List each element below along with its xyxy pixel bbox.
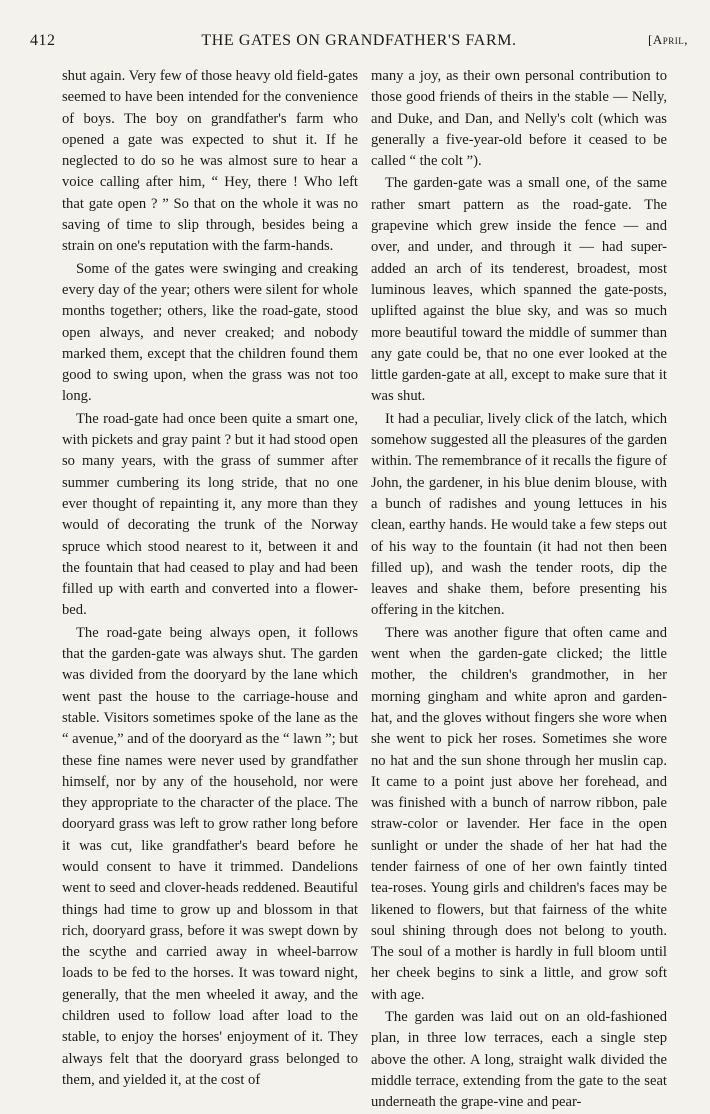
- right-column: [371, 66, 667, 1114]
- page-number: 412: [30, 32, 56, 49]
- running-title: THE GATES ON GRANDFATHER'S FARM.: [201, 32, 517, 49]
- paragraph: The road-gate being always open, it follows that the garden-gate was always shut. The garden was divided from the dooryard by the lane which went past the house to the carriage-house and stable. Visitors sometimes spoke of the lane as the “ avenue,” and of the dooryard as the “ lawn ”; but these fine names were never used by grandfather himself, nor by any of the household, nor were they appropriate to the character of the place. The dooryard grass was left to grow rather long before it was cut, like grandfather's beard before he would consent to have it trimmed. Dandelions went to seed and clover-heads reddened. Beautiful things had time to grow up and blossom in that rich, dooryard grass, before it was swept down by the scythe and carried away in wheel-barrow loads to be fed to the horses. It was toward night, generally, that the men wheeled it away, and the children used to follow load after load to the stable, to enjoy the horses' enjoyment of it. They always felt that the dooryard grass belonged to them, and yielded it, at the cost of: [62, 624, 358, 1088]
- paragraph: Some of the gates were swinging and creaking every day of the year; others were silent for whole months together; others, like the road-gate, stood open always, and never creaked; and nobody marked them, except that the children found them good to swing upon, when the grass was not too long.: [62, 260, 358, 405]
- paragraph: It had a peculiar, lively click of the latch, which somehow suggested all the pleasures of the garden within. The remembrance of it recalls the figure of John, the gardener, in his blue denim blouse, with a bunch of radishes and young lettuces in his clean, earthy hands. He would take a few steps out of his way to the fountain (it had not then been filled up), and wash the tender roots, dip the leaves and shake them, before presenting his offering in the kitchen.: [371, 410, 667, 619]
- paragraph: There was another figure that often came and went when the garden-gate clicked; the little mother, the children's grandmother, in her morning gingham and white apron and garden-hat, and the gloves without fingers she wore when she went to pick her roses. Sometimes she wore no hat and the sun shone through her muslin cap. It came to a point just above her forehead, and was finished with a bunch of narrow ribbon, pale straw-color or lavender. Her face in the open sunlight or under the shade of her hat had the tender fairness of one of her own faintly tinted tea-roses. Young girls and children's faces may be likened to flowers, but that fairness of the white soul shining through does not belong to youth. The soul of a mother is hardly in full bloom until her cheek begins to sink a little, and grow soft with age.: [371, 624, 667, 1003]
- paragraph: The road-gate had once been quite a smart one, with pickets and gray paint ? but it had stood open so many years, with the grass of summer after summer cumbering its long stride, that no one ever thought of repainting it, any more than they would of decorating the trunk of the Norway spruce which stood nearest to it, between it and the fountain that had ceased to play and had been filled up with earth and converted into a flower-bed.: [62, 410, 358, 619]
- running-month: [April,: [648, 32, 688, 47]
- paragraph: The garden-gate was a small one, of the same rather smart pattern as the road-gate. The grapevine which grew inside the fence — and over, and under, and through it — had super-added an arch of its tenderest, broadest, most luminous leaves, which spanned the gate-posts, uplifted against the blue sky, and was so much more beautiful toward the middle of summer than any gate could be, that no one ever looked at the little garden-gate at all, except to make sure that it was shut.: [371, 175, 667, 405]
- paragraph: many a joy, as their own personal contribution to those good friends of theirs in the stable — Nelly, and Duke, and Dan, and Nelly's colt (which was generally a five-year-old before it ceased to be called “ the colt ”).: [371, 68, 667, 170]
- paragraph: shut again. Very few of those heavy old field-gates seemed to have been intended for the convenience of boys. The boy on grandfather's farm who opened a gate was expected to shut it. If he neglected to do so he was almost sure to hear a voice calling after him, “ Hey, there ! Who left that gate open ? ” So that on the whole it was no saving of time to slip through, besides being a strain on one's reputation with the farm-hands.: [62, 68, 358, 255]
- left-column: [62, 66, 358, 1091]
- paragraph: The garden was laid out on an old-fashioned plan, in three low terraces, each a single step above the other. A long, straight walk divided the middle terrace, extending from the gate to the seat underneath the grape-vine and pear-: [371, 1009, 667, 1111]
- running-header: [30, 32, 688, 58]
